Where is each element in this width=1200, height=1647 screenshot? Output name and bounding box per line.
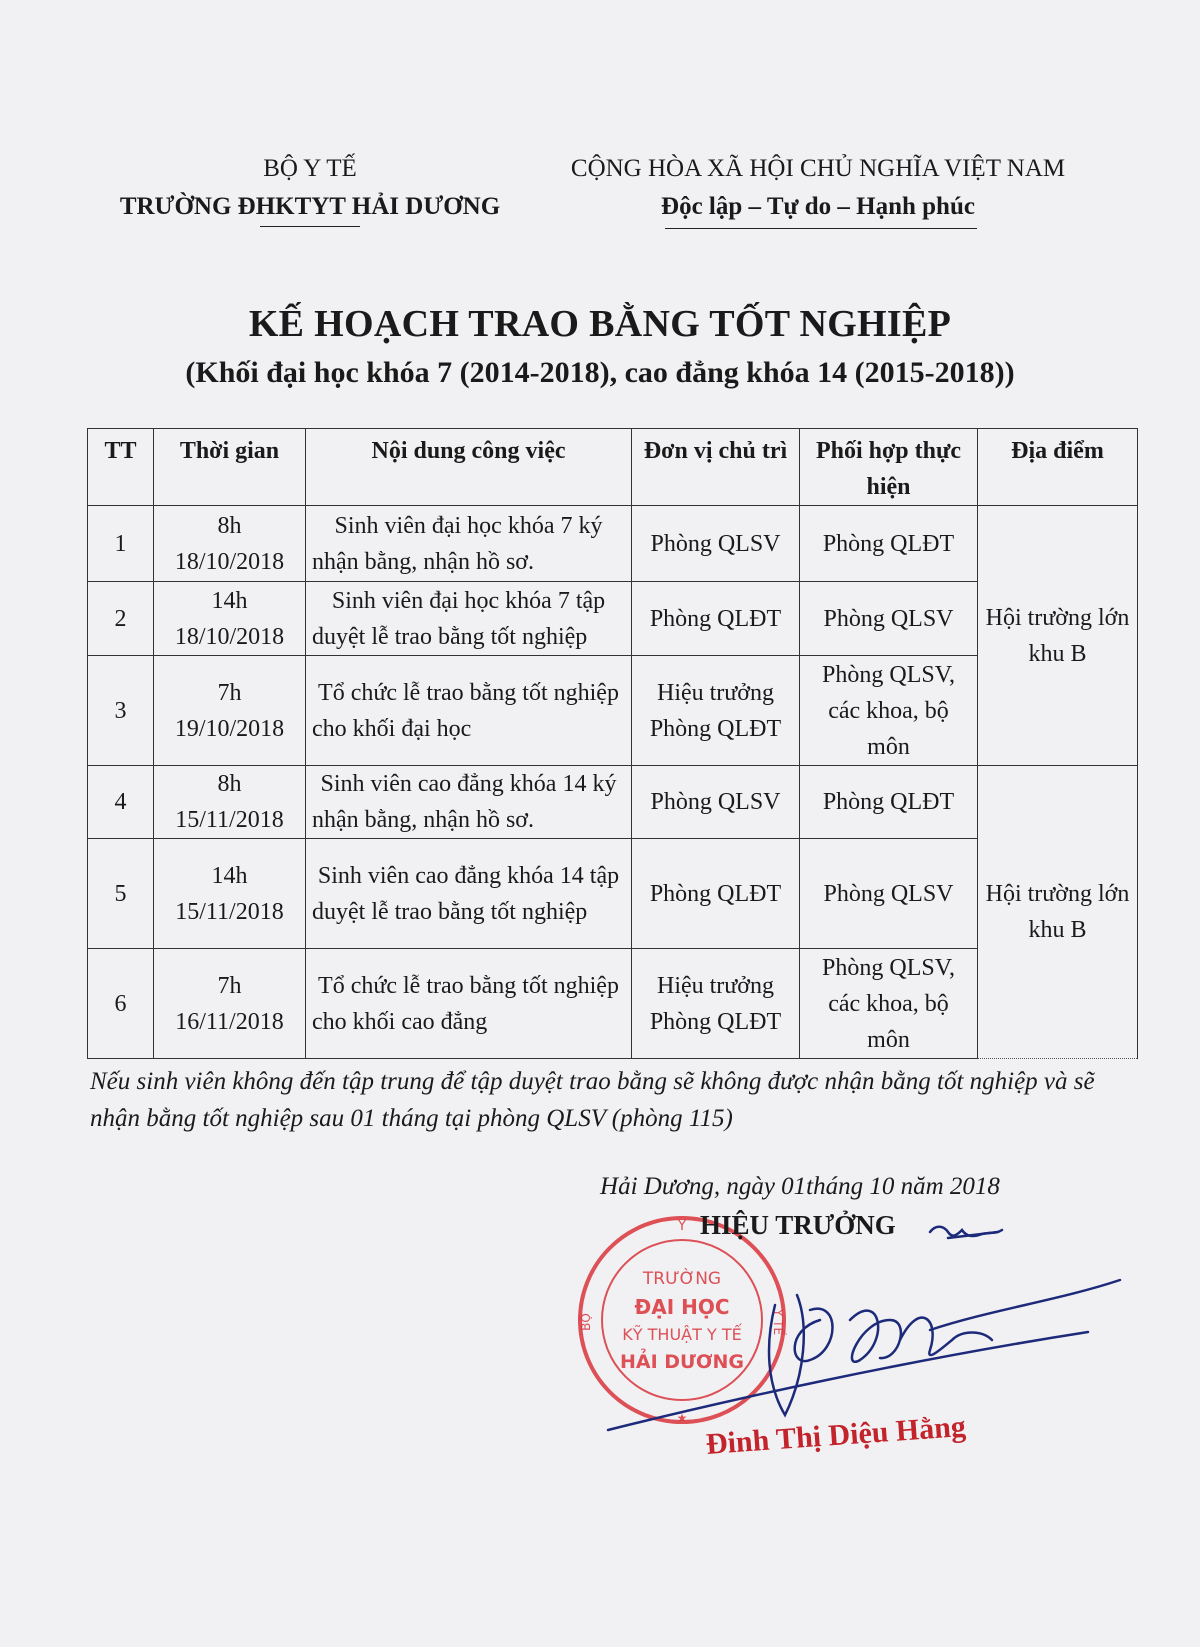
row-coop: Phòng QLSV [800, 839, 978, 949]
row-time [154, 656, 306, 766]
header-place: Địa điểm [978, 429, 1138, 506]
row-content: Sinh viên cao đẳng khóa 14 tập duyệt lễ trao bằng tốt nghiệp [306, 839, 632, 949]
row-tt: 3 [88, 656, 154, 766]
row-unit: Phòng QLĐT [632, 582, 800, 656]
document-subtitle: (Khối đại học khóa 7 (2014-2018), cao đẳng khóa 14 (2015-2018)) [185, 356, 1015, 389]
row-time [154, 582, 306, 656]
row-date: 18/10/2018 [174, 623, 285, 650]
unit-line: Phòng QLĐT [649, 715, 782, 742]
row-hour: 7h [217, 972, 242, 999]
row-hour: 14h [211, 862, 248, 889]
table-header-row [88, 429, 1138, 506]
row-content: Tổ chức lễ trao bằng tốt nghiệp cho khối cao đẳng [306, 949, 632, 1059]
location-cell: Hội trường lớn khu B [978, 766, 1138, 1059]
row-unit: Phòng QLĐT [632, 839, 800, 949]
national-motto: Độc lập – Tự do – Hạnh phúc [661, 193, 975, 220]
motto-underline [665, 228, 977, 229]
row-tt: 2 [88, 582, 154, 656]
schedule-table [87, 428, 1138, 1059]
row-tt: 5 [88, 839, 154, 949]
row-tt: 4 [88, 766, 154, 839]
row-time [154, 949, 306, 1059]
header-tt: TT [88, 429, 154, 506]
stamp-line: TRƯỜNG [642, 1269, 722, 1289]
table-row [88, 766, 1138, 839]
row-content: Sinh viên đại học khóa 7 ký nhận bằng, nhận hồ sơ. [306, 506, 632, 582]
unit-line: Hiệu trưởng [656, 972, 774, 999]
issuer-underline [260, 226, 360, 227]
stamp-line: HẢI DƯƠNG [619, 1351, 745, 1373]
row-tt: 6 [88, 949, 154, 1059]
header-coop: Phối hợp thực hiện [800, 429, 978, 506]
document-title: KẾ HOẠCH TRAO BẰNG TỐT NGHIỆP [248, 303, 952, 345]
row-hour: 7h [217, 679, 242, 706]
stamp-ring-right: Y TẾ [771, 1308, 785, 1336]
row-coop: Phòng QLSV, các khoa, bộ môn [800, 656, 978, 766]
row-date: 15/11/2018 [175, 807, 284, 833]
svg-text:Y: Y [677, 1218, 687, 1234]
row-hour: 8h [217, 771, 242, 797]
row-unit [632, 656, 800, 766]
school-name: TRƯỜNG ĐHKTYT HẢI DƯƠNG [119, 193, 501, 220]
signer-name: Đinh Thị Diệu Hằng [704, 1409, 967, 1461]
row-content: Sinh viên cao đẳng khóa 14 ký nhận bằng, nhận hồ sơ. [306, 766, 632, 839]
header-unit: Đơn vị chủ trì [632, 429, 800, 506]
header-time: Thời gian [154, 429, 306, 506]
row-unit [632, 949, 800, 1059]
nation-block [548, 150, 1088, 226]
row-tt: 1 [88, 506, 154, 582]
ministry-name: BỘ Y TẾ [263, 155, 357, 182]
row-date: 19/10/2018 [174, 715, 285, 742]
row-date: 16/11/2018 [175, 1008, 284, 1035]
row-coop: Phòng QLĐT [800, 766, 978, 839]
row-date: 15/11/2018 [175, 898, 284, 925]
attendance-note: Nếu sinh viên không đến tập trung để tập duyệt trao bằng sẽ không được nhận bằng tốt nghiệp và sẽ nhận bằng tốt nghiệp sau 01 tháng tại phòng QLSV (phòng 115) [90, 1068, 1095, 1132]
unit-line: Phòng QLĐT [649, 1008, 782, 1035]
signature-title: HIỆU TRƯỞNG [700, 1210, 896, 1240]
stamp-ring-left: BỘ [579, 1313, 593, 1331]
header-content: Nội dung công việc [306, 429, 632, 506]
row-coop: Phòng QLSV, các khoa, bộ môn [800, 949, 978, 1059]
place-date: Hải Dương, ngày 01tháng 10 năm 2018 [600, 1173, 1000, 1200]
table-row [88, 506, 1138, 582]
location-cell: Hội trường lớn khu B [978, 506, 1138, 766]
row-hour: 8h [217, 512, 242, 539]
unit-line: Hiệu trưởng [656, 679, 774, 706]
row-content: Sinh viên đại học khóa 7 tập duyệt lễ trao bằng tốt nghiệp [306, 582, 632, 656]
row-coop: Phòng QLSV [800, 582, 978, 656]
stamp-line: KỸ THUẬT Y TẾ [622, 1325, 742, 1344]
row-date: 18/10/2018 [174, 548, 285, 575]
stamp-line: ĐẠI HỌC [634, 1295, 730, 1319]
row-time [154, 766, 306, 839]
row-time [154, 506, 306, 582]
row-coop: Phòng QLĐT [800, 506, 978, 582]
issuer-block [100, 150, 520, 226]
row-unit: Phòng QLSV [632, 766, 800, 839]
svg-text:★: ★ [676, 1411, 688, 1425]
row-hour: 14h [211, 587, 248, 614]
country-name: CỘNG HÒA XÃ HỘI CHỦ NGHĨA VIỆT NAM [570, 155, 1066, 182]
row-unit: Phòng QLSV [632, 506, 800, 582]
row-time [154, 839, 306, 949]
row-content: Tổ chức lễ trao bằng tốt nghiệp cho khối đại học [306, 656, 632, 766]
